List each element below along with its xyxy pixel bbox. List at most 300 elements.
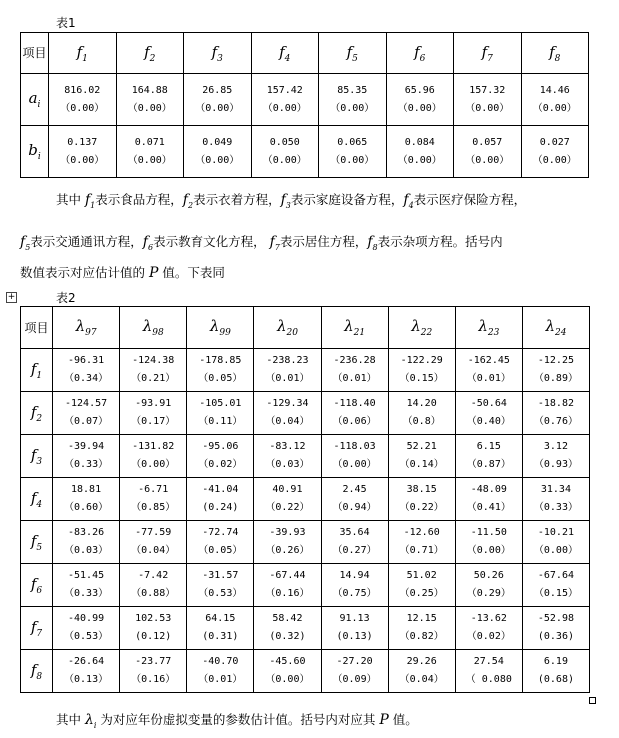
estimate-value: 6.15 <box>476 441 501 452</box>
p-value: （0.09） <box>332 674 377 685</box>
p-value: （0.01） <box>332 373 377 384</box>
p-value: （0.00） <box>532 102 577 114</box>
table-cell <box>388 650 455 693</box>
table-cell <box>49 126 117 178</box>
estimate-value: 0.065 <box>337 136 368 148</box>
estimate-value: -51.45 <box>68 570 105 581</box>
p-value: （0.33） <box>533 502 578 513</box>
p-value: （0.07） <box>64 416 109 427</box>
table-cell <box>321 521 388 564</box>
estimate-value: -12.25 <box>537 355 574 366</box>
p-value: （0.16） <box>265 588 310 599</box>
p-value: （0.00） <box>330 154 375 166</box>
p-value: （0.00） <box>332 459 377 470</box>
table-cell <box>522 349 589 392</box>
table-row <box>21 607 590 650</box>
table-cell <box>522 478 589 521</box>
row-label: $f_7$ <box>21 607 53 650</box>
table-cell <box>455 478 522 521</box>
estimate-value: 0.084 <box>404 136 435 148</box>
table-cell <box>321 650 388 693</box>
p-value: （0.06） <box>332 416 377 427</box>
math-symbol: P <box>379 712 389 728</box>
note-text: 表示教育文化方程， <box>153 234 270 249</box>
math-symbol: $f_6$ <box>142 234 154 252</box>
note-text: 表示杂项方程。括号内 <box>377 234 503 249</box>
table-row <box>21 478 590 521</box>
estimate-value: -67.64 <box>537 570 574 581</box>
p-value: （0.00） <box>127 154 172 166</box>
table-cell <box>388 392 455 435</box>
estimate-value: 14.20 <box>406 398 437 409</box>
math-symbol: $f_5$ <box>20 234 31 252</box>
p-value: （0.60） <box>64 502 109 513</box>
note-text: 为对应年份虚拟变量的参数估计值。括号内对应其 <box>96 712 380 727</box>
column-header: $f_1$ <box>49 33 117 74</box>
note-text: 表示食品方程， <box>95 192 183 207</box>
estimate-value: -40.99 <box>68 613 105 624</box>
p-value: （0.00） <box>533 545 578 556</box>
p-value: （0.53） <box>64 631 109 642</box>
table-cell <box>53 392 120 435</box>
estimate-value: -18.82 <box>537 398 574 409</box>
estimate-value: 157.32 <box>469 84 506 96</box>
corner-label: 项目 <box>21 307 53 349</box>
math-symbol: $f_3$ <box>280 192 291 210</box>
p-value: （0.40） <box>466 416 511 427</box>
table-cell <box>184 74 252 126</box>
row-label: $f_5$ <box>21 521 53 564</box>
table-cell <box>251 126 319 178</box>
p-value: （0.00） <box>330 102 375 114</box>
estimate-value: 3.12 <box>543 441 568 452</box>
table1-caption: 表1 <box>56 16 76 30</box>
p-value: （0.00） <box>195 102 240 114</box>
estimate-value: -7.42 <box>138 570 169 581</box>
table-cell <box>254 564 321 607</box>
math-symbol: P <box>148 265 159 281</box>
table-cell <box>53 521 120 564</box>
p-value: （0.76） <box>533 416 578 427</box>
p-value: （0.85） <box>131 502 176 513</box>
p-value: （0.13） <box>64 674 109 685</box>
column-header: $\lambda_{20}$ <box>254 307 321 349</box>
row-label: $f_6$ <box>21 564 53 607</box>
estimate-value: 27.54 <box>473 656 504 667</box>
estimate-value: 102.53 <box>135 613 172 624</box>
table-cell <box>187 650 254 693</box>
estimate-value: 29.26 <box>406 656 437 667</box>
estimate-value: -45.60 <box>269 656 306 667</box>
estimate-value: -105.01 <box>199 398 242 409</box>
table-row <box>21 126 589 178</box>
table-cell <box>454 74 522 126</box>
note1-line3 <box>20 263 225 281</box>
estimate-value: 6.19 <box>543 656 568 667</box>
table-cell <box>386 74 454 126</box>
table-cell <box>187 607 254 650</box>
table-cell <box>120 650 187 693</box>
p-value: (0.32) <box>269 631 306 642</box>
table-cell <box>49 74 117 126</box>
table-cell <box>455 435 522 478</box>
p-value: （0.05） <box>198 373 243 384</box>
table-cell <box>388 521 455 564</box>
table1 <box>20 32 589 178</box>
table-cell <box>120 564 187 607</box>
note-text: 值。下表同 <box>158 265 225 280</box>
table-cell <box>455 650 522 693</box>
column-header: $\lambda_{97}$ <box>53 307 120 349</box>
p-value: （0.17） <box>131 416 176 427</box>
table-cell <box>522 392 589 435</box>
table-cell <box>120 478 187 521</box>
p-value: （0.15） <box>533 588 578 599</box>
p-value: （0.75） <box>332 588 377 599</box>
estimate-value: 14.94 <box>339 570 370 581</box>
table-cell <box>120 349 187 392</box>
table-cell <box>319 126 387 178</box>
p-value: （0.33） <box>64 459 109 470</box>
table-cell <box>120 392 187 435</box>
note1-line1 <box>56 190 526 210</box>
math-symbol: $f_1$ <box>84 192 96 210</box>
table-cell <box>321 349 388 392</box>
p-value: (0.68) <box>537 674 574 685</box>
table-cell <box>187 564 254 607</box>
estimate-value: -178.85 <box>199 355 242 366</box>
p-value: （0.00） <box>466 545 511 556</box>
row-label: $f_4$ <box>21 478 53 521</box>
estimate-value: -41.04 <box>202 484 239 495</box>
column-header: $\lambda_{99}$ <box>187 307 254 349</box>
table2-caption: 表2 <box>56 291 76 305</box>
p-value: （0.00） <box>131 459 176 470</box>
estimate-value: 35.64 <box>339 527 370 538</box>
estimate-value: -124.38 <box>132 355 175 366</box>
estimate-value: 164.88 <box>131 84 168 96</box>
p-value: （0.71） <box>399 545 444 556</box>
estimate-value: -13.62 <box>470 613 507 624</box>
estimate-value: -162.45 <box>467 355 510 366</box>
note-text: 数值表示对应估计值的 <box>20 265 149 280</box>
table2 <box>20 306 590 693</box>
estimate-value: -39.94 <box>68 441 105 452</box>
row-label: $f_8$ <box>21 650 53 693</box>
table-row <box>21 650 590 693</box>
estimate-value: -124.57 <box>64 398 108 409</box>
math-symbol: $f_8$ <box>367 234 378 252</box>
p-value: （0.16） <box>131 674 176 685</box>
table-cell <box>254 607 321 650</box>
estimate-value: -52.98 <box>537 613 574 624</box>
table-cell <box>53 607 120 650</box>
p-value: （0.04） <box>131 545 176 556</box>
table-row <box>21 74 589 126</box>
math-symbol: $\lambda_i$ <box>84 712 97 730</box>
table-cell <box>455 564 522 607</box>
table-cell <box>522 650 589 693</box>
p-value: （0.87） <box>466 459 511 470</box>
note1-line2 <box>20 232 503 252</box>
estimate-value: -27.20 <box>336 656 373 667</box>
estimate-value: -23.77 <box>135 656 172 667</box>
p-value: (0.13) <box>336 631 373 642</box>
note-text: 表示家庭设备方程， <box>290 192 404 207</box>
table-cell <box>386 126 454 178</box>
table-cell <box>254 521 321 564</box>
p-value: （0.00） <box>127 102 172 114</box>
table-cell <box>187 349 254 392</box>
table-cell <box>321 392 388 435</box>
table-cell <box>254 392 321 435</box>
estimate-value: -96.31 <box>68 355 105 366</box>
table-cell <box>53 435 120 478</box>
p-value: （0.93） <box>533 459 578 470</box>
estimate-value: 65.96 <box>404 84 435 96</box>
p-value: （0.88） <box>131 588 176 599</box>
table-cell <box>53 349 120 392</box>
estimate-value: 816.02 <box>64 84 101 96</box>
estimate-value: 38.15 <box>406 484 437 495</box>
table-row <box>21 564 590 607</box>
p-value: （0.41） <box>466 502 511 513</box>
p-value: （0.33） <box>64 588 109 599</box>
p-value: （0.02） <box>466 631 511 642</box>
p-value: （0.89） <box>533 373 578 384</box>
p-value: （0.00） <box>465 102 510 114</box>
p-value: （0.03） <box>265 459 310 470</box>
table-cell <box>187 435 254 478</box>
table-cell <box>53 650 120 693</box>
estimate-value: -11.50 <box>470 527 507 538</box>
estimate-value: 0.050 <box>269 136 300 148</box>
p-value: （0.00） <box>532 154 577 166</box>
estimate-value: -83.12 <box>269 441 306 452</box>
table-cell <box>321 564 388 607</box>
estimate-value: 85.35 <box>337 84 368 96</box>
table-cell <box>455 521 522 564</box>
table-cell <box>455 392 522 435</box>
table-row <box>21 349 590 392</box>
p-value: （0.94） <box>332 502 377 513</box>
table-cell <box>388 564 455 607</box>
p-value: （0.00） <box>60 154 105 166</box>
estimate-value: -40.70 <box>202 656 239 667</box>
estimate-value: -67.44 <box>269 570 306 581</box>
estimate-value: 157.42 <box>266 84 303 96</box>
table-cell <box>388 478 455 521</box>
p-value: （0.14） <box>399 459 444 470</box>
p-value: （0.82） <box>399 631 444 642</box>
note2 <box>56 710 418 730</box>
p-value: (0.31) <box>202 631 239 642</box>
column-header: $\lambda_{98}$ <box>120 307 187 349</box>
table-cell <box>116 126 184 178</box>
p-value: （0.27） <box>332 545 377 556</box>
p-value: （0.01） <box>265 373 310 384</box>
p-value: （0.00） <box>397 154 442 166</box>
p-value: （ 0.080 <box>465 674 512 685</box>
table-row <box>21 435 590 478</box>
p-value: （0.00） <box>465 154 510 166</box>
estimate-value: 64.15 <box>205 613 236 624</box>
table-cell <box>187 392 254 435</box>
math-symbol: $f_7$ <box>269 234 280 252</box>
estimate-value: 12.15 <box>406 613 437 624</box>
p-value: （0.22） <box>399 502 444 513</box>
table-cell <box>522 521 589 564</box>
estimate-value: 0.027 <box>539 136 570 148</box>
estimate-value: -77.59 <box>135 527 172 538</box>
estimate-value: -12.60 <box>403 527 440 538</box>
estimate-value: -26.64 <box>68 656 105 667</box>
row-label: $f_3$ <box>21 435 53 478</box>
table-cell <box>522 564 589 607</box>
estimate-value: 91.13 <box>339 613 370 624</box>
p-value: （0.15） <box>399 373 444 384</box>
estimate-value: -83.26 <box>68 527 105 538</box>
estimate-value: -10.21 <box>537 527 574 538</box>
row-label: $f_1$ <box>21 349 53 392</box>
table-cell <box>53 478 120 521</box>
estimate-value: -131.82 <box>132 441 175 452</box>
row-label: $b_i$ <box>21 126 49 178</box>
table-cell <box>522 435 589 478</box>
note-text: 表示医疗保险方程， <box>413 192 527 207</box>
p-value: （0.11） <box>198 416 243 427</box>
p-value: （0.00） <box>397 102 442 114</box>
p-value: （0.25） <box>399 588 444 599</box>
table-cell <box>455 349 522 392</box>
table-cell <box>251 74 319 126</box>
table-cell <box>53 564 120 607</box>
estimate-value: -48.09 <box>470 484 507 495</box>
table-cell <box>187 521 254 564</box>
table-cell <box>319 74 387 126</box>
column-header: $f_2$ <box>116 33 184 74</box>
estimate-value: 31.34 <box>540 484 571 495</box>
column-header: $\lambda_{24}$ <box>522 307 589 349</box>
estimate-value: -238.23 <box>266 355 309 366</box>
estimate-value: -95.06 <box>202 441 239 452</box>
table-cell <box>521 126 589 178</box>
table-cell <box>321 435 388 478</box>
table-cell <box>254 650 321 693</box>
p-value: （0.34） <box>64 373 109 384</box>
p-value: （0.29） <box>466 588 511 599</box>
table-cell <box>321 478 388 521</box>
estimate-value: 51.02 <box>406 570 437 581</box>
table-cell <box>187 478 254 521</box>
move-anchor-icon[interactable]: + <box>7 292 16 302</box>
p-value: （0.04） <box>265 416 310 427</box>
table-row <box>21 392 590 435</box>
p-value: （0.8） <box>402 416 441 427</box>
table-cell <box>522 607 589 650</box>
estimate-value: 40.91 <box>272 484 303 495</box>
estimate-value: 52.21 <box>406 441 437 452</box>
estimate-value: -129.34 <box>266 398 309 409</box>
column-header: $f_4$ <box>251 33 319 74</box>
note-text: 表示衣着方程， <box>193 192 281 207</box>
estimate-value: -6.71 <box>138 484 169 495</box>
table-cell <box>321 607 388 650</box>
column-header: $f_3$ <box>184 33 252 74</box>
table-cell <box>116 74 184 126</box>
estimate-value: -236.28 <box>333 355 376 366</box>
p-value: （0.03） <box>64 545 109 556</box>
estimate-value: 0.071 <box>134 136 165 148</box>
estimate-value: -122.29 <box>400 355 443 366</box>
p-value: （0.01） <box>466 373 511 384</box>
estimate-value: 26.85 <box>202 84 233 96</box>
p-value: （0.00） <box>262 102 307 114</box>
estimate-value: 0.057 <box>472 136 503 148</box>
table-row <box>21 521 590 564</box>
p-value: (0.24) <box>202 502 239 513</box>
column-header: $f_7$ <box>454 33 522 74</box>
table-cell <box>254 478 321 521</box>
p-value: （0.53） <box>198 588 243 599</box>
estimate-value: -31.57 <box>202 570 239 581</box>
note-text: 值。 <box>388 712 418 727</box>
p-value: （0.21） <box>131 373 176 384</box>
note-text: 表示居住方程， <box>279 234 368 249</box>
column-header: $\lambda_{23}$ <box>455 307 522 349</box>
estimate-value: -93.91 <box>135 398 172 409</box>
estimate-value: -118.40 <box>333 398 376 409</box>
table-cell <box>120 521 187 564</box>
estimate-value: -118.03 <box>333 441 376 452</box>
p-value: （0.00） <box>60 102 105 114</box>
table-cell <box>184 126 252 178</box>
note-text: 表示交通通讯方程， <box>30 234 143 249</box>
row-label: $f_2$ <box>21 392 53 435</box>
note-text: 其中 <box>56 712 85 727</box>
note-text: 其中 <box>56 192 85 207</box>
table-cell <box>254 349 321 392</box>
corner-label: 项目 <box>21 33 49 74</box>
estimate-value: 18.81 <box>71 484 102 495</box>
table-cell <box>521 74 589 126</box>
estimate-value: 0.137 <box>67 136 98 148</box>
estimate-value: -39.93 <box>269 527 306 538</box>
p-value: （0.00） <box>195 154 240 166</box>
table-cell <box>120 607 187 650</box>
p-value: （0.02） <box>198 459 243 470</box>
p-value: （0.04） <box>399 674 444 685</box>
estimate-value: -50.64 <box>470 398 507 409</box>
column-header: $\lambda_{21}$ <box>321 307 388 349</box>
table-cell <box>388 607 455 650</box>
table-cell <box>254 435 321 478</box>
p-value: (0.36) <box>537 631 574 642</box>
table-cell <box>388 349 455 392</box>
table-cell <box>454 126 522 178</box>
estimate-value: -72.74 <box>202 527 239 538</box>
math-symbol: $f_2$ <box>182 192 194 210</box>
estimate-value: 2.45 <box>342 484 367 495</box>
p-value: （0.05） <box>198 545 243 556</box>
column-header: $f_6$ <box>386 33 454 74</box>
p-value: （0.00） <box>262 154 307 166</box>
resize-handle-icon[interactable] <box>589 697 596 704</box>
p-value: （0.01） <box>198 674 243 685</box>
estimate-value: 58.42 <box>272 613 303 624</box>
p-value: (0.12) <box>135 631 172 642</box>
estimate-value: 50.26 <box>473 570 504 581</box>
